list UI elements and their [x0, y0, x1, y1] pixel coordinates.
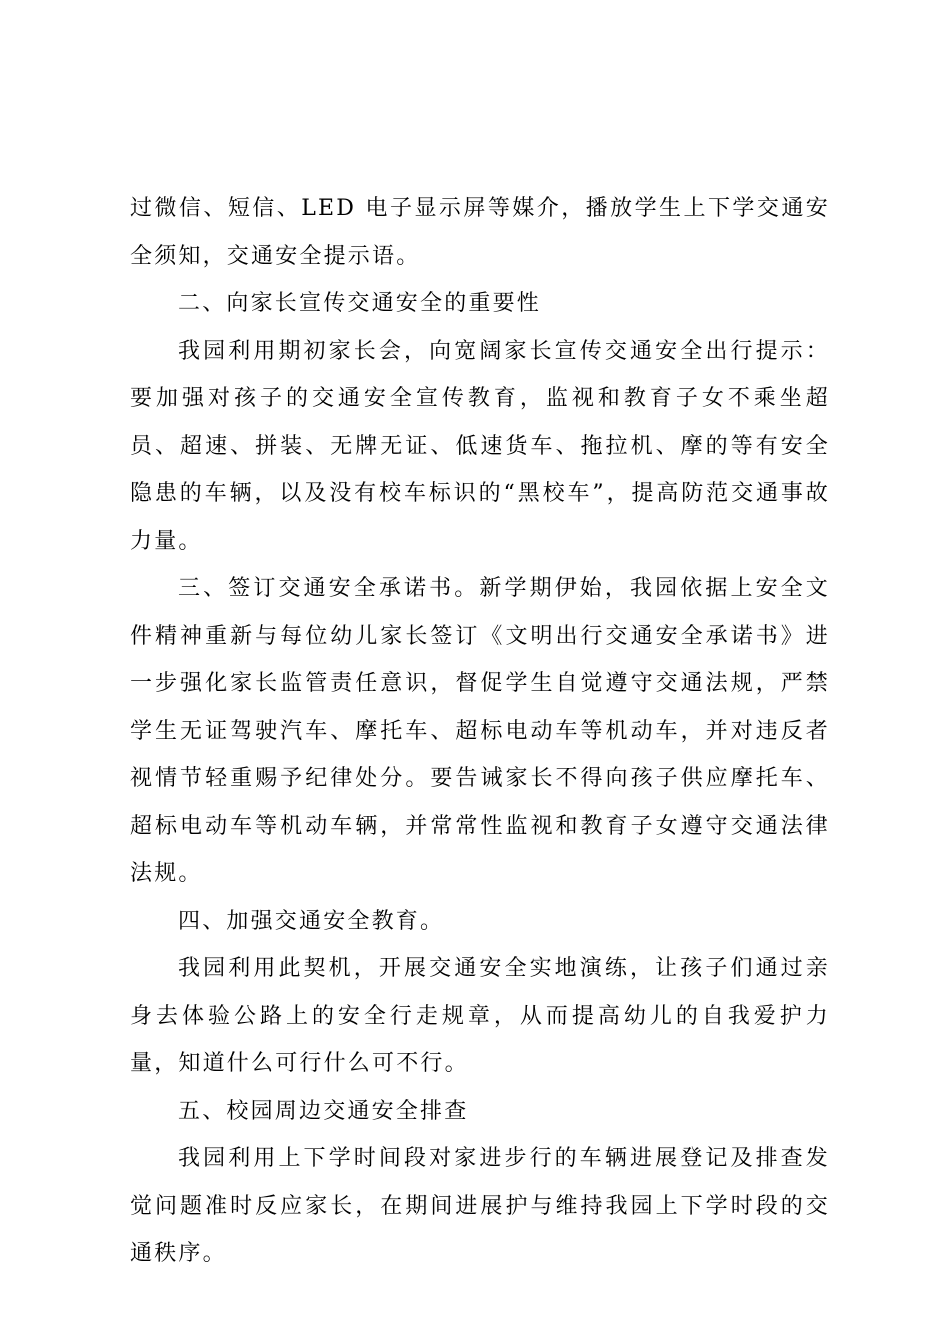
paragraph-section-4: 我园利用此契机，开展交通安全实地演练，让孩子们通过亲身去体验公路上的安全行走规章，从而提高幼儿的自我爱护力量，知道什么可行什么可不行。 [130, 956, 830, 1076]
document-body [130, 185, 830, 1278]
paragraph-section-5: 我园利用上下学时间段对家进步行的车辆进展登记及排查发觉问题准时反应家长，在期间进展护与维持我园上下学时段的交通秩序。 [130, 1146, 830, 1266]
heading-section-2: 二、向家长宣传交通安全的重要性 [178, 291, 542, 316]
paragraph-section-2: 我园利用期初家长会，向宽阔家长宣传交通安全出行提示：要加强对孩子的交通安全宣传教育，监视和教育子女不乘坐超员、超速、拼装、无牌无证、低速货车、拖拉机、摩的等有安全隐患的车辆，以及没有校车标识的“黑校车”，提高防范交通事故力量。 [130, 338, 830, 554]
paragraph-section-3: 三、签订交通安全承诺书。新学期伊始，我园依据上安全文件精神重新与每位幼儿家长签订《文明出行交通安全承诺书》进一步强化家长监管责任意识，督促学生自觉遵守交通法规，严禁学生无证驾驶汽车、摩托车、超标电动车等机动车，并对违反者视情节轻重赐予纪律处分。要告诫家长不得向孩子供应摩托车、超标电动车等机动车辆，并常常性监视和教育子女遵守交通法律法规。 [130, 576, 830, 886]
paragraph-continuation: 过微信、短信、LED 电子显示屏等媒介，播放学生上下学交通安全须知，交通安全提示语。 [130, 196, 830, 269]
heading-section-4: 四、加强交通安全教育。 [178, 908, 445, 934]
heading-section-5: 五、校园周边交通安全排查 [178, 1098, 469, 1124]
